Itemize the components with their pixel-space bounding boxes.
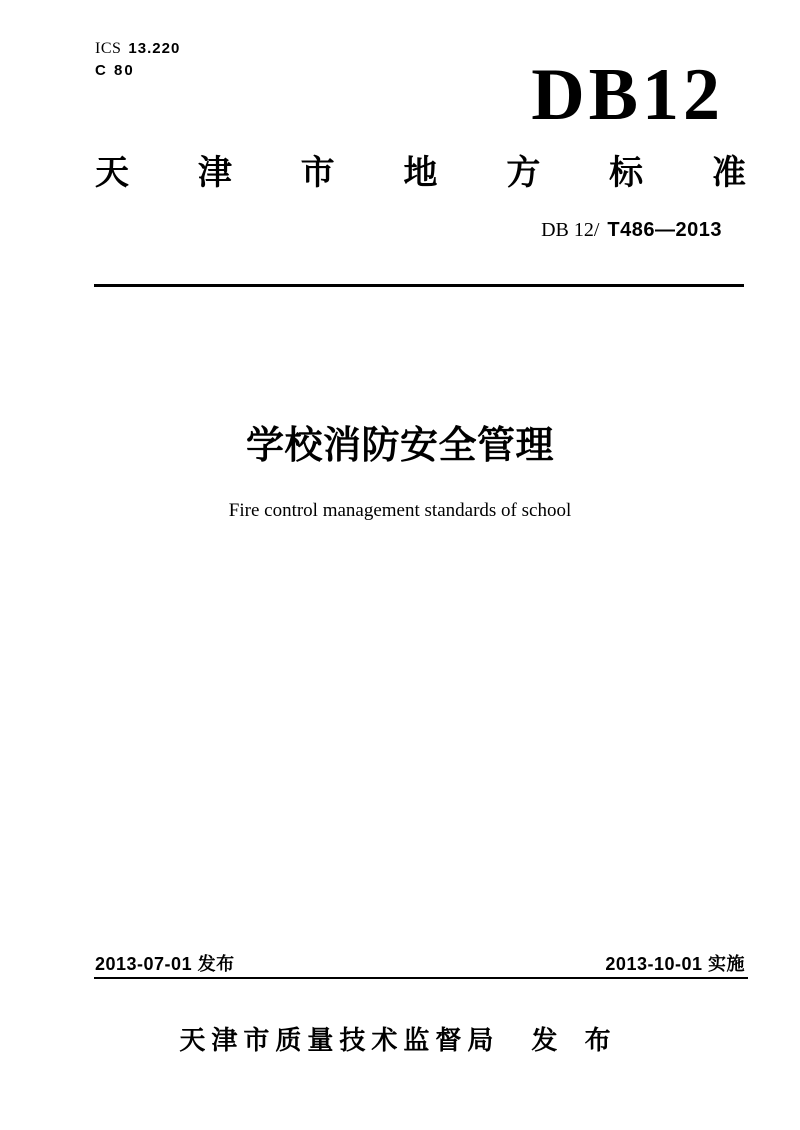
standard-category-title — [95, 150, 746, 196]
standard-number-prefix: DB 12/ — [541, 219, 600, 241]
standard-name-char: 市 — [300, 154, 335, 192]
publisher-line — [0, 1025, 800, 1055]
ics-code-line — [95, 38, 180, 60]
document-title-cn: 学校消防安全管理 — [245, 425, 554, 467]
ics-code: 13.220 — [128, 40, 181, 57]
standard-name-char: 天 — [95, 154, 129, 192]
doc-class-code: C 80 — [95, 62, 135, 79]
header-rule — [94, 284, 744, 287]
standard-name-char: 地 — [403, 154, 438, 192]
implementation-date: 2013-10-01 实施 — [605, 954, 745, 974]
standard-name-char: 标 — [609, 154, 644, 192]
publish-label: 发 布 — [531, 1025, 621, 1055]
standard-name-char: 方 — [506, 154, 541, 192]
publisher-name: 天津市质量技术监督局 — [179, 1025, 500, 1055]
ics-classification-block — [95, 38, 180, 82]
standard-number-suffix: T486—2013 — [607, 219, 722, 241]
db12-mark: DB12 — [531, 54, 724, 136]
standard-name-char: 津 — [197, 154, 232, 192]
standard-number — [541, 217, 722, 243]
ics-label: ICS — [95, 40, 122, 57]
document-title-en: Fire control management standards of school — [228, 500, 572, 521]
issue-date: 2013-07-01 发布 — [95, 954, 235, 974]
standard-name-char: 准 — [711, 154, 746, 192]
footer-rule — [94, 977, 748, 979]
footer-dates-row — [95, 952, 745, 976]
